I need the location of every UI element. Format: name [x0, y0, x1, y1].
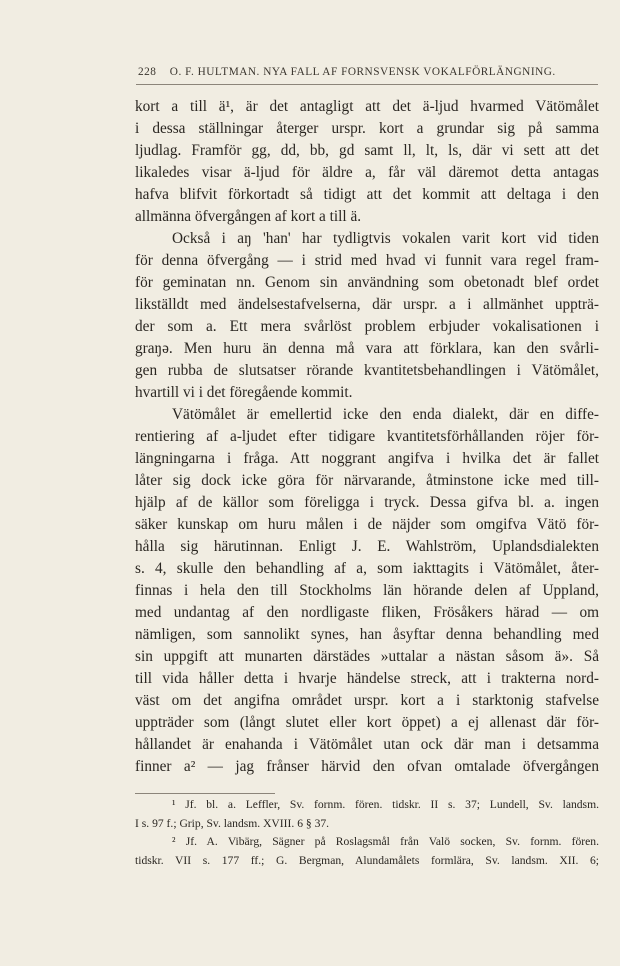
- text-line: Vätömålet är emellertid icke den enda dialekt, där en diffe-: [172, 406, 599, 423]
- footnote-rule: [135, 793, 275, 794]
- text-line: Också i aŋ 'han' har tydligtvis vokalen varit kort vid tiden: [172, 230, 599, 247]
- text-line: sin uppgift att munarten därstädes »uttalar a nästan såsom ä». Så: [135, 648, 599, 665]
- text-line: kort a till ä¹, är det antagligt att det ä-ljud hvarmed Vätömålet: [135, 98, 599, 115]
- text-line: till vida håller detta i hvarje händelse streck, att i trakterna nord-: [135, 670, 599, 687]
- text-line: hafva blifvit förkortadt så tidigt att det kommit att deltaga i den: [135, 186, 599, 203]
- text-line: allmänna öfvergången af kort a till ä.: [135, 208, 362, 225]
- running-head: [138, 66, 598, 78]
- text-line: för denna öfvergång — i strid med hvad vi funnit vara regel fram-: [135, 252, 599, 269]
- text-line: hvartill vi i det föregående kommit.: [135, 384, 353, 401]
- page-number: 228: [138, 66, 157, 78]
- text-line: gen rubba de slutsatser rörande kvantitetsbehandlingen i Vätömålet,: [135, 362, 599, 379]
- body-text: [135, 96, 599, 778]
- text-line: väst om det angifna området urspr. kort a i starktonig stafvelse: [135, 692, 599, 709]
- footnote-line: I s. 97 f.; Grip, Sv. landsm. XVIII. 6 § 37.: [135, 816, 330, 830]
- text-line: hålla sig härutinnan. Enligt J. E. Wahlström, Uplandsdialekten: [135, 538, 599, 555]
- running-title: O. F. HULTMAN. NYA FALL AF FORNSVENSK VOKALFÖRLÄNGNING.: [169, 66, 556, 78]
- text-line: hjälp af de källor som föreligga i tryck. Dessa gifva bl. a. ingen: [135, 494, 599, 511]
- text-line: säker kunskap om huru målen i de näjder som omgifva Vätö för-: [135, 516, 599, 533]
- text-line: rentiering af a-ljudet efter tidigare kvantitetsförhållanden röjer för-: [135, 428, 599, 445]
- text-line: låter sig dock icke göra för närvarande, åtminstone icke med till-: [135, 472, 599, 489]
- header-rule: [136, 84, 598, 85]
- text-line: med undantag af den nordligaste fliken, Frösåkers härad — om: [135, 604, 599, 621]
- text-line: likställdt med ändelsestafvelserna, där urspr. a i allmänhet uppträ-: [135, 296, 599, 313]
- text-line: uppträder som (långt slutet eller kort öppet) a ej allenast där för-: [135, 714, 599, 731]
- footnote-line: tidskr. VII s. 177 ff.; G. Bergman, Alundamålets formlära, Sv. landsm. XII. 6;: [135, 853, 599, 867]
- text-line: för geminatan nn. Genom sin användning som obetonadt blef ordet: [135, 274, 599, 291]
- text-line: i dessa ställningar återger urspr. kort a grundar sig på samma: [135, 120, 599, 137]
- text-line: hållandet är enahanda i Vätömålet utan ock där man i detsamma: [135, 736, 599, 753]
- footnote-line: ² Jf. A. Vibärg, Sägner på Roslagsmål från Valö socken, Sv. fornm. fören.: [172, 835, 599, 848]
- text-line: nämligen, som sannolikt synes, han åsyftar denna behandling med: [135, 626, 599, 643]
- text-line: finner a² — jag frånser härvid den ofvan omtalade öfvergången: [135, 758, 599, 775]
- footnote-line: ¹ Jf. bl. a. Leffler, Sv. fornm. fören. tidskr. II s. 37; Lundell, Sv. landsm.: [172, 798, 599, 811]
- footnotes: [135, 796, 599, 870]
- text-line: s. 4, skulle den behandling af a, som iakttagits i Vätömålet, åter-: [135, 560, 599, 577]
- text-line: längningarna i fråga. Att noggrant angifva i hvilka det är fallet: [135, 450, 599, 467]
- text-line: likaledes visar ä-ljud för äldre a, får väl däremot detta antagas: [135, 164, 599, 181]
- text-line: der som a. Ett mera svårlöst problem erbjuder vokalisationen i: [135, 318, 599, 335]
- text-line: ljudlag. Framför gg, dd, bb, gd samt ll, lt, ls, där vi sett att det: [135, 142, 599, 159]
- text-line: graŋə. Men huru än denna må vara att förklara, kan den svårli-: [135, 340, 599, 357]
- text-line: finnas i hela den till Stockholms län hörande delen af Uppland,: [135, 582, 599, 599]
